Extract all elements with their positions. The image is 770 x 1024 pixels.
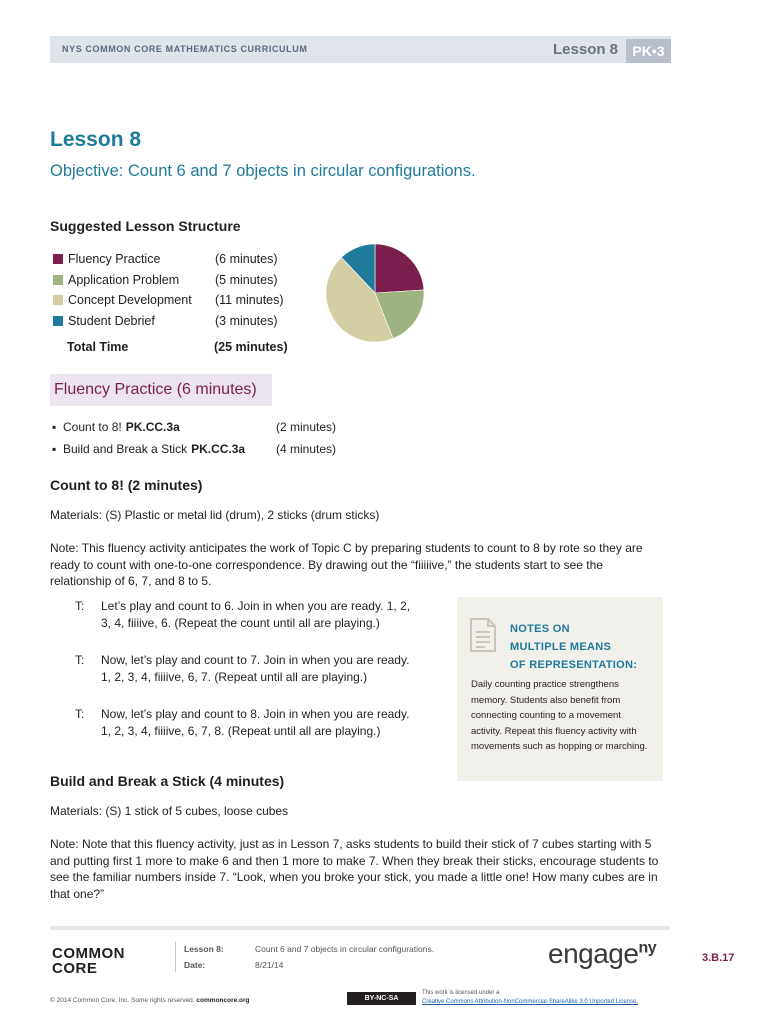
copyright bbox=[50, 997, 250, 1004]
lesson-structure-pie-chart bbox=[325, 243, 425, 343]
common-core-logo bbox=[52, 946, 125, 976]
speaker-label: T: bbox=[75, 599, 85, 613]
objective: Objective: Count 6 and 7 objects in circular configurations. bbox=[50, 162, 476, 180]
legend-swatch bbox=[53, 316, 63, 326]
engageny-logo bbox=[548, 938, 656, 970]
dialogue-text: Let’s play and count to 6. Join in when you are ready. 1, 2, 3, 4, fiiiive, 6. (Repeat the count until all are playing.) bbox=[101, 599, 411, 630]
fluency-item-text: Build and Break a Stick bbox=[63, 442, 188, 456]
build-materials: Materials: (S) 1 stick of 5 cubes, loose cubes bbox=[50, 804, 289, 818]
structure-row bbox=[53, 273, 278, 291]
notes-body: Daily counting practice strengthens memory. Students also benefit from connecting counting to a movement activity. Repeat this fluency activity with movements such as hopping or marching. bbox=[471, 679, 648, 752]
logo-line: CORE bbox=[52, 960, 98, 977]
footer-date-label: Date: bbox=[184, 960, 206, 970]
logo-line: COMMON bbox=[52, 945, 125, 962]
structure-minutes: (3 minutes) bbox=[215, 314, 278, 328]
notes-title-line: OF REPRESENTATION: bbox=[510, 659, 638, 671]
fluency-item-minutes: (2 minutes) bbox=[276, 420, 337, 434]
total-time-minutes: (25 minutes) bbox=[214, 340, 288, 354]
total-time-label: Total Time bbox=[67, 340, 129, 354]
footer-lesson-value: Count 6 and 7 objects in circular configurations. bbox=[255, 944, 435, 954]
grade-module-badge: PK•3 bbox=[626, 39, 671, 63]
structure-label: Fluency Practice bbox=[68, 252, 161, 266]
dialogue-line bbox=[75, 598, 415, 631]
structure-label: Student Debrief bbox=[68, 314, 155, 328]
license-text: This work is licensed under a bbox=[422, 990, 500, 996]
structure-minutes: (6 minutes) bbox=[215, 252, 278, 266]
build-heading: Build and Break a Stick (4 minutes) bbox=[50, 773, 285, 789]
pie-slice-fluency-practice bbox=[375, 244, 424, 293]
speaker-label: T: bbox=[75, 653, 85, 667]
footer-separator bbox=[175, 942, 176, 972]
fluency-item bbox=[52, 420, 337, 438]
standard-tag: PK.CC.3a bbox=[191, 442, 246, 456]
bullet-icon: ▪ bbox=[52, 420, 57, 434]
engage-text: engage bbox=[548, 938, 639, 969]
header-lesson: Lesson 8 bbox=[553, 41, 619, 58]
standard-tag: PK.CC.3a bbox=[125, 420, 180, 434]
fluency-item-minutes: (4 minutes) bbox=[276, 442, 337, 456]
structure-heading: Suggested Lesson Structure bbox=[50, 218, 241, 234]
build-note: Note: Note that this fluency activity, just as in Lesson 7, asks students to build their stick of 7 cubes starting with 5 and putting first 1 more to make 6 and then 1 more to make 7. When they break their sticks, encourage students to see the familiar numbers inside 7. “Look, when you broke your stick, you made a little one! How many cubes are in that one?” bbox=[50, 837, 659, 901]
legend-swatch bbox=[53, 295, 63, 305]
fluency-item-text: Count to 8! bbox=[63, 420, 122, 434]
fluency-item bbox=[52, 442, 337, 460]
dialogue-line bbox=[75, 706, 415, 739]
total-time-row bbox=[67, 340, 288, 354]
license-link[interactable]: Creative Commons Attribution-NonCommercial-ShareAlike 3.0 Unported License. bbox=[422, 999, 639, 1005]
notes-title bbox=[510, 620, 650, 674]
engage-sup: ny bbox=[638, 939, 657, 957]
copyright-text: © 2014 Common Core, Inc. Some rights reserved. bbox=[50, 997, 195, 1004]
structure-minutes: (11 minutes) bbox=[215, 293, 284, 307]
dialogue-line bbox=[75, 652, 415, 685]
document-icon bbox=[469, 617, 497, 653]
dialogue-text: Now, let’s play and count to 8. Join in when you are ready. 1, 2, 3, 4, fiiiive, 6, 7, 8. (Repeat until all are playing.) bbox=[101, 707, 410, 738]
page-number: 3.B.17 bbox=[702, 952, 735, 964]
structure-row bbox=[53, 293, 284, 311]
footer-date-value: 8/21/14 bbox=[255, 960, 284, 970]
bullet-icon: ▪ bbox=[52, 442, 57, 456]
notes-title-line: MULTIPLE MEANS bbox=[510, 641, 612, 653]
notes-title-line: NOTES ON bbox=[510, 623, 570, 635]
footer-lesson-label: Lesson 8: bbox=[184, 944, 224, 954]
legend-swatch bbox=[53, 254, 63, 264]
structure-label: Application Problem bbox=[68, 273, 180, 287]
structure-minutes: (5 minutes) bbox=[215, 273, 278, 287]
count-heading: Count to 8! (2 minutes) bbox=[50, 477, 203, 493]
dialogue-text: Now, let’s play and count to 7. Join in when you are ready. 1, 2, 3, 4, fiiiive, 6, 7. (Repeat until all are playing.) bbox=[101, 653, 410, 684]
count-note: Note: This fluency activity anticipates the work of Topic C by preparing students to count to 8 by rote so they are ready to count with one-to-one correspondence. By drawing out the “fiiiiive,” the students start to see the relationship of 6, 7, and 8 to 5. bbox=[50, 541, 643, 588]
structure-row bbox=[53, 252, 278, 270]
structure-row bbox=[53, 314, 278, 332]
structure-label: Concept Development bbox=[68, 293, 192, 307]
curriculum-title: NYS COMMON CORE MATHEMATICS CURRICULUM bbox=[62, 44, 308, 54]
legend-swatch bbox=[53, 275, 63, 285]
cc-license-badge: BY-NC-SA bbox=[347, 992, 416, 1005]
count-materials: Materials: (S) Plastic or metal lid (drum), 2 sticks (drum sticks) bbox=[50, 508, 380, 522]
lesson-title: Lesson 8 bbox=[50, 128, 142, 151]
speaker-label: T: bbox=[75, 707, 85, 721]
fluency-section-title: Fluency Practice (6 minutes) bbox=[54, 381, 257, 398]
copyright-site: commoncore.org bbox=[196, 997, 250, 1004]
footer-divider bbox=[50, 926, 670, 930]
